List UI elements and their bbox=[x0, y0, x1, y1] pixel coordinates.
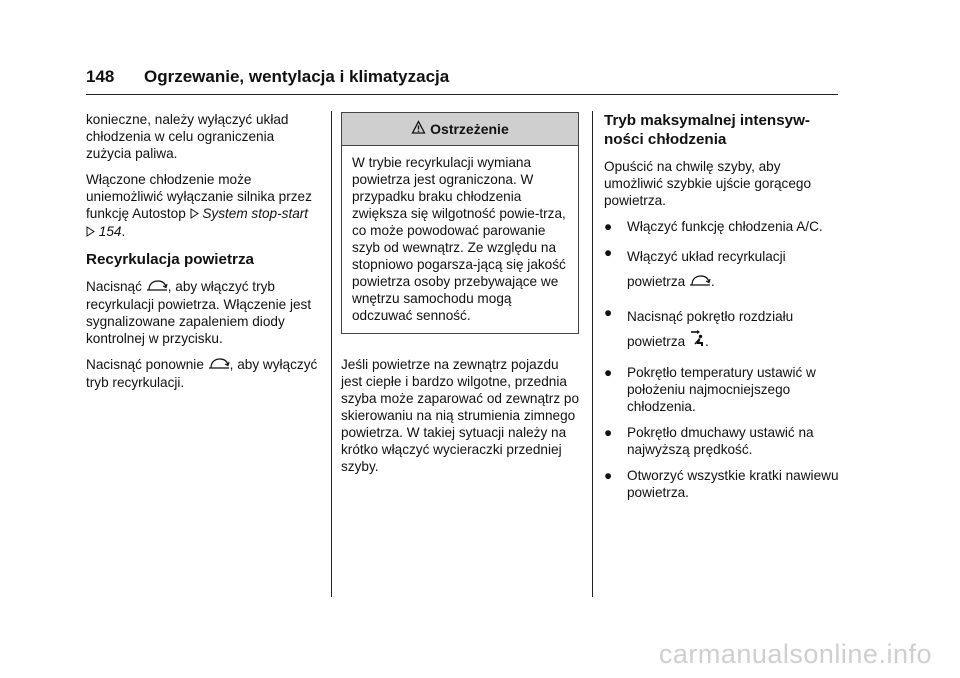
bullet: ● bbox=[604, 219, 613, 234]
bullet: ● bbox=[604, 245, 613, 260]
page-reference-icon bbox=[86, 224, 95, 241]
text: . bbox=[710, 274, 715, 289]
bullet: ● bbox=[604, 467, 613, 483]
text: , aby włączyć tryb recyrkulacji powietrza. Włączenie jest sygnalizowane zapaleniem diody kontrolnej w przycisku. bbox=[86, 278, 312, 346]
warning-icon bbox=[411, 114, 426, 146]
list-item-text bbox=[627, 304, 840, 355]
column-divider bbox=[331, 111, 332, 597]
page-header bbox=[86, 64, 838, 95]
paragraph bbox=[86, 171, 320, 241]
page-reference-icon bbox=[190, 206, 199, 223]
instruction-list bbox=[604, 218, 840, 501]
text: Nacisnąć pokrętło rozdziału powietrza bbox=[627, 308, 794, 349]
list-item bbox=[604, 467, 840, 501]
column-middle bbox=[341, 111, 579, 484]
column-right bbox=[604, 111, 840, 510]
list-item-text: Włączyć funkcję chłodzenia A/C. bbox=[627, 219, 823, 234]
column-left bbox=[86, 111, 320, 400]
paragraph: Jeśli powietrze na zewnątrz pojazdu jest ciepłe i bardzo wilgotne, przednia szyba może zaparować od zewnątrz po skierowaniu na nią strumienia zimnego powietrza. W takiej sytuacji należy na krótko włączyć wycieraczki przedniej szyby. bbox=[341, 357, 580, 474]
bullet: ● bbox=[604, 304, 613, 320]
list-item bbox=[604, 218, 840, 235]
list-item bbox=[604, 424, 840, 458]
watermark: carmanualsonline.info bbox=[658, 639, 932, 669]
list-item-text: Pokrętło temperatury ustawić w położeniu najmocniejszego chłodzenia. bbox=[627, 364, 816, 414]
section-heading: Tryb maksymalnej intensyw-ności chłodzenia bbox=[604, 112, 810, 148]
warning-header bbox=[342, 113, 578, 146]
column-divider bbox=[592, 111, 593, 597]
paragraph bbox=[86, 356, 320, 391]
bullet: ● bbox=[604, 364, 613, 380]
text: Nacisnąć bbox=[86, 278, 142, 294]
page-number: 148 bbox=[86, 67, 115, 86]
text: Nacisnąć ponownie bbox=[86, 356, 204, 372]
list-item-text: Pokrętło dmuchawy ustawić na najwyższą prędkość. bbox=[627, 424, 814, 457]
bullet: ● bbox=[604, 424, 613, 440]
text: . bbox=[704, 333, 709, 349]
recirculation-icon bbox=[208, 357, 230, 374]
cross-reference-link[interactable]: System stop-start bbox=[202, 206, 309, 221]
recirculation-icon bbox=[146, 279, 168, 296]
text: Włączone chłodzenie może uniemożliwić wyłączanie silnika przez funkcję Autostop bbox=[86, 172, 312, 221]
cross-reference-page[interactable]: 154 bbox=[98, 223, 122, 239]
text: Włączyć układ recyrkulacji powietrza bbox=[627, 249, 786, 289]
warning-title: Ostrzeżenie bbox=[430, 121, 509, 137]
list-item bbox=[604, 244, 840, 295]
air-distribution-icon bbox=[689, 330, 705, 355]
list-item-text: Otworzyć wszystkie kratki nawiewu powietrza. bbox=[627, 467, 839, 500]
section-heading: Recyrkulacja powietrza bbox=[86, 250, 254, 268]
paragraph: konieczne, należy wyłączyć układ chłodzenia w celu ograniczenia zużycia paliwa. bbox=[86, 112, 289, 161]
list-item bbox=[604, 364, 840, 415]
period: . bbox=[121, 223, 126, 239]
recirculation-icon bbox=[689, 270, 711, 295]
text: , aby wyłączyć tryb recyrkulacji. bbox=[86, 356, 318, 390]
list-item bbox=[604, 304, 840, 355]
chapter-title: Ogrzewanie, wentylacja i klimatyzacja bbox=[144, 67, 450, 86]
warning-text: W trybie recyrkulacji wymiana powietrza jest ograniczona. W przypadku braku chłodzenia zwiększa się wilgotność powie-trza, co może powodować parowanie szyb od wewnątrz. Ze względu na stopniowo pogarsza-jącą się jakość powietrza osoby przebywające we wnętrzu samochodu mogą odczuwać senność. bbox=[352, 155, 566, 323]
list-item-text bbox=[627, 244, 840, 295]
paragraph bbox=[86, 278, 320, 347]
paragraph: Opuścić na chwilę szyby, aby umożliwić szybkie ujście gorącego powietrza. bbox=[604, 159, 812, 208]
warning-box bbox=[341, 112, 579, 334]
